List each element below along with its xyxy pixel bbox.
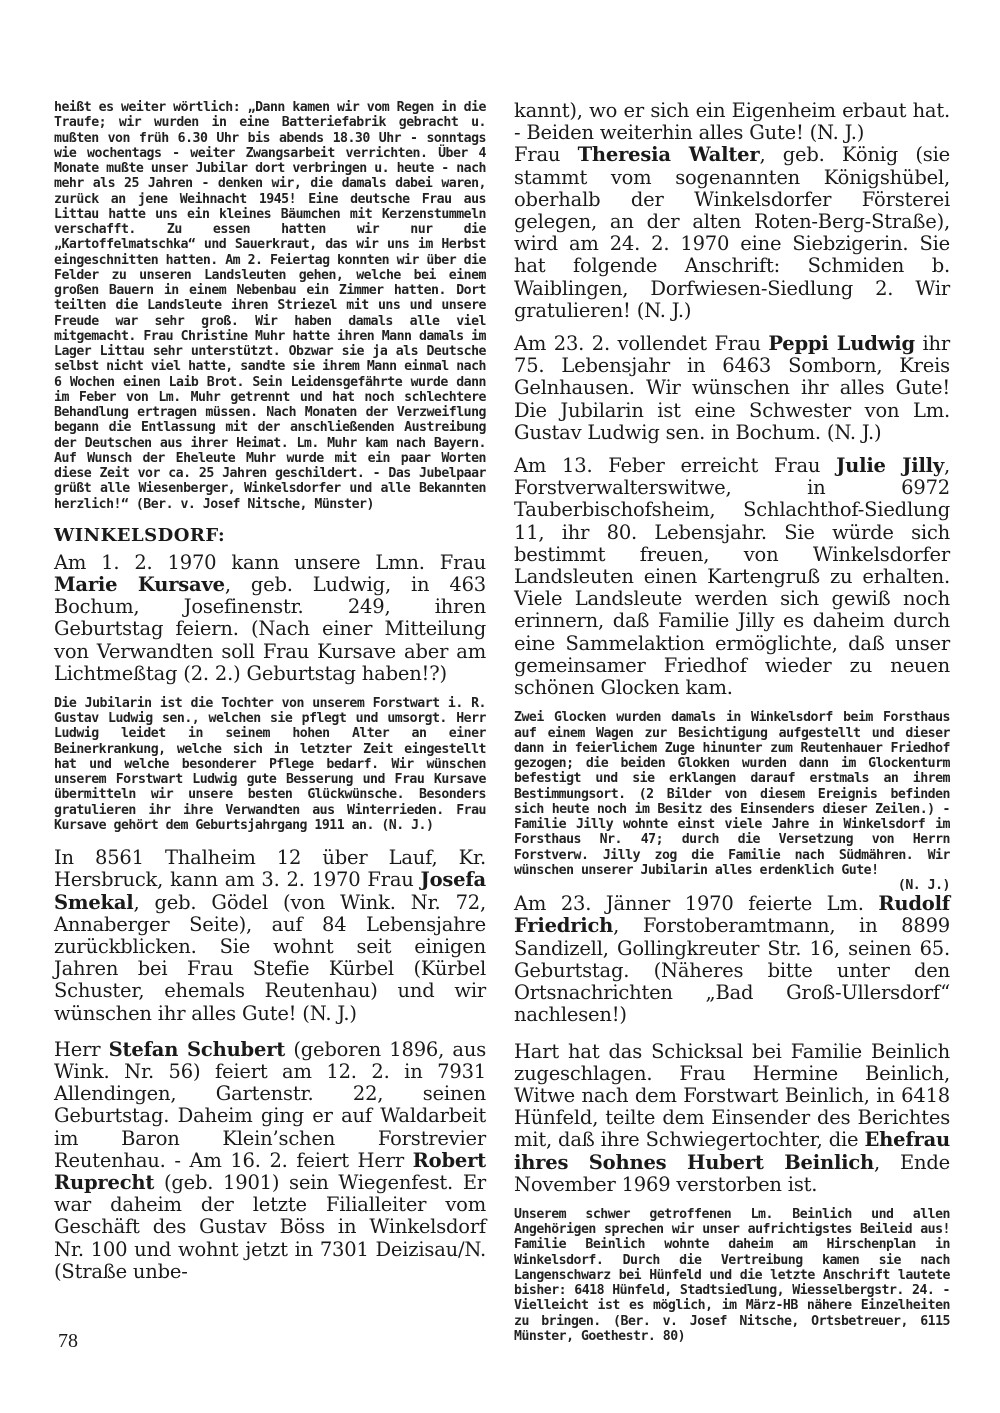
jilly-name: Julie Jilly (836, 454, 944, 478)
schubert-continuation: kannt), wo er sich ein Eigenheim erbaut hat. - Beiden weiterhin alles Gute! (N. J.) (514, 99, 950, 145)
ludwig-birthday-notice (514, 333, 950, 444)
beinlich-rest: , Ende November 1969 verstorben ist. (514, 1150, 950, 1196)
friedrich-birthday-notice (514, 893, 950, 1026)
schubert-birthday-notice (54, 1039, 486, 1283)
ruprecht-name: Robert Ruprecht (54, 1148, 486, 1195)
kursave-name: Marie Kursave (54, 572, 225, 596)
walter-intro: Frau (514, 143, 578, 167)
muhr-letter-text: heißt es weiter wörtlich: „Dann kamen wir vom Regen in die Traufe; wir wurden in eine Batteriefabrik gebracht u. mußten von früh 6.30 Uhr bis abends 18.30 Uhr - sonntags wie wochentags - weiter Zwangsarbeit verrichten. Über 4 Monate mußte unser Jubilar dort verbringen u. heute - nach mehr als 25 Jahren - denken wir, die damals dabei waren, zurück an jene Weihnacht 1945! Eine deutsche Frau aus Littau hatte uns ein kleines Bäumchen mit Kerzenstummeln verschafft. Zu essen hatten wir nur die „Kartoffelmatschka“ und Sauerkraut, das wir uns im Herbst eingeschnitten hatten. Am 2. Feiertag konnten wir über die Felder zu unseren Landsleuten gehen, welche bei einem großen Bauern in einem Nebenbau ein Zimmer hatten. Dort teilten die Landsleute ihren Striezel mit uns und unsere Freude war sehr groß. Wir haben damals alle viel mitgemacht. Frau Christine Muhr hatte ihren Mann damals im Lager Littau sehr unterstützt. Obzwar sie ja als Deutsche selbst nicht viel hatte, sandte sie ihrem Mann einmal nach 6 Wochen einen Laib Brot. Sein Leidensgefährte wurde dann im Feber von Lm. Muhr getrennt und hat noch schlechtere Behandlung ertragen müssen. Nach Monaten der Verzweiflung begann die Entlassung mit der anschließenden Austreibung der Deutschen aus ihrer Heimat. Lm. Muhr kam nach Bayern. Auf Wunsch der Eheleute Muhr wurde mit ein paar Worten diese Zeit vor ca. 25 Jahren geschildert. - Das Jubelpaar grüßt alle Wiesenberger, Winkelsdorfer und alle Bekannten herzlich!“ (Ber. v. Josef Nitsche, Münster) (54, 100, 486, 512)
schubert-name: Stefan Schubert (108, 1037, 286, 1061)
ludwig-rest: ihr 75. Lebensjahr in 6463 Somborn, Kreis Gelnhausen. Wir wünschen ihr alles Gute! Die Jubilarin ist eine Schwester von Lm. Gustav Ludwig sen. in Bochum. (N. J.) (514, 332, 951, 444)
jilly-intro: Am 13. Feber erreicht Frau (514, 454, 837, 478)
jilly-signature: (N. J.) (897, 878, 950, 894)
beinlich-obituary-notice (514, 1041, 950, 1196)
friedrich-intro: Am 23. Jänner 1970 feierte Lm. (514, 892, 879, 916)
schubert-intro: Herr (54, 1037, 109, 1061)
kursave-birthday-notice (54, 552, 486, 685)
section-heading-winkelsdorf: WINKELSDORF: (54, 524, 226, 546)
kursave-detail-note: Die Jubilarin ist die Tochter von unserem Forstwart i. R. Gustav Ludwig sen., welchen sie pflegt und umsorgt. Herr Ludwig leidet in seinem hohen Alter an einer Beinerkrankung, welche sich in letzter Zeit eingestellt hat und welche besonderer Pflege bedarf. Wir wünschen unserem Forstwart Ludwig gute Besserung und Frau Kursave übermitteln wir unsere besten Glückwünsche. Besonders gratulieren ihr ihre Verwandten aus Winterrieden. Frau Kursave gehört dem Geburtsjahrgang 1911 an. (N. J.) (54, 695, 486, 833)
friedrich-rest: , Forstoberamtmann, in 8899 Sandizell, Gollingkreuter Str. 16, seinen 65. Geburtstag. (Näheres bitte unter den Ortsnachrichten „Bad Groß-Ullersdorf“ nachlesen!) (514, 914, 950, 1027)
schubert-rest: (geboren 1896, aus Wink. Nr. 56) feiert am 12. 2. in 7931 Allendingen, Gartenstr. 22, seinen Geburtstag. Daheim ging er auf Waldarbeit im Baron Klein’schen Forstrevier Reutenhau. - Am 16. 2. feiert Herr (54, 1037, 486, 1172)
walter-rest: , geb. König (sie stammt vom sogenannten Königshübel, oberhalb der Winkelsdorfer Försterei gelegen, an der alten Roten-Berg-Straße), wird am 24. 2. 1970 eine Siebzigerin. Sie hat folgende Anschrift: Schmiden b. Waiblingen, Dorfwiesen-Siedlung 2. Wir gratulieren! (N. J.) (514, 143, 950, 322)
walter-birthday-notice (514, 144, 950, 322)
beinlich-detail-note: Unserem schwer getroffenen Lm. Beinlich und allen Angehörigen sprechen wir unser aufrichtigstes Beileid aus! Familie Beinlich wohnte daheim am Hirschenplan in Winkelsdorf. Durch die Vertreibung kamen sie nach Langenschwarz bei Hünfeld und die letzte Anschrift lautete bisher: 6418 Hünfeld, Stadtsiedlung, Wiesselbergstr. 24. - Vielleicht ist es möglich, im März-HB nähere Einzelheiten zu bringen. (Ber. v. Josef Nitsche, Ortsbetreuer, 6115 Münster, Goethestr. 80) (514, 1206, 950, 1344)
kursave-intro: Am 1. 2. 1970 kann unsere Lmn. Frau (54, 550, 486, 574)
jilly-birthday-notice (514, 455, 950, 699)
smekal-intro: In 8561 Thalheim 12 über Lauf, Kr. Hersbruck, kann am 3. 2. 1970 Frau (54, 846, 486, 892)
beinlich-name: Ehefrau ihres Sohnes Hubert Beinlich (514, 1128, 950, 1174)
ludwig-intro: Am 23. 2. vollendet Frau (514, 332, 769, 356)
left-column (54, 100, 486, 1283)
smekal-birthday-notice (54, 847, 486, 1025)
smekal-rest: , geb. Gödel (von Wink. Nr. 72, Annaberger Seite), auf 84 Lebensjahre zurückblicken. Sie wohnt seit einigen Jahren bei Frau Stefie Kürbel (Kürbel Schuster, ehemals Reutenhau) und wir wünschen ihr alles Gute! (N. J.) (54, 890, 486, 1025)
right-column (514, 100, 950, 1344)
smekal-name: Josefa Smekal (54, 868, 486, 914)
jilly-rest: , Forstverwalterswitwe, in 6972 Tauberbischofsheim, Schlachthof-Siedlung 11, ihr 80. Lebensjahr. Sie würde sich bestimmt freuen, von Winkelsdorfer Landsleuten einen Kartengruß zu erhalten. Viele Landsleute werden sich gewiß noch erinnern, daß Familie Jilly es daheim durch eine Sammelaktion ermöglichte, daß unser gemeinsamer Friedhof wieder zu neuen schönen Glocken kam. (514, 454, 950, 700)
jilly-detail-note: Zwei Glocken wurden damals in Winkelsdorf beim Forsthaus auf einem Wagen zur Besichtigung aufgestellt und dieser dann in feierlichem Zuge hinunter zum Reutenhauer Friedhof gezogen; die beiden Glokken wurden dann im Glockenturm befestigt und sie erklangen darauf erstmals an ihrem Bestimmungsort. (2 Bilder von diesem Ereignis befinden sich heute noch im Besitz des Einsenders dieser Zeilen.) - Familie Jilly wohnte einst viele Jahre in Winkelsdorf im Forsthaus Nr. 47; durch die Versetzung von Herrn Forstverw. Jilly zog die Familie nach Südmähren. Wir wünschen unserer Jubilarin alles erdenklich Gute! (514, 710, 950, 878)
ludwig-name: Peppi Ludwig (768, 332, 915, 356)
friedrich-name: Rudolf Friedrich (514, 892, 950, 938)
kursave-rest: , geb. Ludwig, in 463 Bochum, Josefinenstr. 249, ihren Geburtstag feiern. (Nach einer Mitteilung von Verwandten soll Frau Kursave aber am Lichtmeßtag (2. 2.) Geburtstag haben!?) (54, 572, 486, 685)
page-number: 78 (58, 1330, 78, 1352)
ruprecht-rest: (geb. 1901) sein Wiegenfest. Er war daheim der letzte Filialleiter vom Geschäft des Gustav Böss in Winkelsdorf Nr. 100 und wohnt jetzt in 7301 Deizisau/N. (Straße unbe- (54, 1171, 486, 1283)
walter-name: Theresia Walter (577, 143, 760, 167)
beinlich-intro: Hart hat das Schicksal bei Familie Beinlich zugeschlagen. Frau Hermine Beinlich, Witwe nach dem Forstwart Beinlich, in 6418 Hünfeld, teilte dem Einsender des Berichtes mit, daß ihre Schwiegertochter, die (514, 1039, 950, 1152)
